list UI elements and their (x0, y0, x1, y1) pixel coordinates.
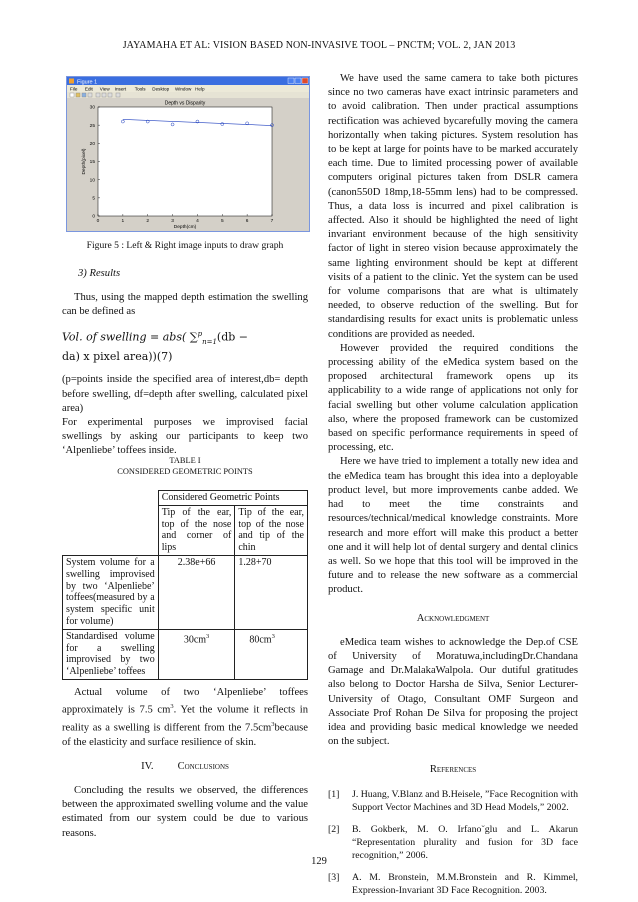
window-title: Figure 1 (77, 79, 98, 86)
column-header-1: Tip of the ear, top of the nose and corner of lips (158, 505, 235, 555)
formula-sub: n=1 (202, 337, 217, 346)
reference-list (328, 788, 578, 897)
row-label-system-volume: System volume for a swelling improvised by two ‘Alpenliebe’ toffees(measured by a system specific unit for volume) (63, 555, 159, 629)
y-tick-label: 20 (89, 142, 95, 148)
group-header-cell: Considered Geometric Points (158, 491, 307, 506)
left-column-lower (62, 686, 308, 841)
row-label-standardised-volume: Standardised volume for a swelling improvised by two ‘Alpenliebe’ toffees (63, 629, 159, 679)
y-tick-label: 5 (92, 196, 95, 202)
table-row (63, 629, 308, 679)
conclusions-heading (62, 760, 308, 774)
cell-value: 2.38e+66 (158, 555, 235, 629)
reference-item (328, 788, 578, 814)
formula-part-1: Vol. of swelling = abs( ∑ (62, 330, 198, 344)
y-tick-label: 10 (89, 178, 95, 184)
actual-volume-sup: 3 (170, 703, 174, 711)
table-row (63, 555, 308, 629)
menu-item-view[interactable]: View (99, 86, 110, 92)
conclusions-number: IV. (141, 760, 154, 772)
results-para-3: For experimental purposes we improvised facial swellings by asking our participants to keep two ‘Alpenliebe’ toffees inside. (62, 417, 308, 457)
close-button[interactable] (302, 78, 308, 84)
figure-svg (66, 76, 310, 232)
x-tick-label: 6 (245, 219, 249, 224)
reference-text: J. Huang, V.Blanz and B.Heisele, ”Face Recognition with Support Vector Machines and 3D Head Models,” 2002. (352, 788, 579, 813)
results-heading: 3) Results (78, 268, 121, 279)
geometric-points-table (62, 490, 308, 680)
reference-text: B. Gokberk, M. O. Irfano˘glu and L. Akarun “Representation plurality and fusion for 3D face recognition,” 2006. (352, 823, 578, 861)
x-tick-label: 4 (196, 219, 199, 224)
axes-box (98, 107, 272, 216)
chart-title: Depth vs Disparity (164, 100, 206, 107)
formula-line-2: da) x pixel area))(7) (62, 350, 173, 364)
y-tick-label: 30 (89, 105, 95, 111)
table-row (63, 491, 308, 506)
swelling-formula (62, 327, 308, 365)
reference-text: A. M. Bronstein, M.M.Bronstein and R. Kimmel, Expression-Invariant 3D Face Recognition. 2003. (352, 871, 578, 896)
y-tick-label: 25 (89, 123, 95, 129)
acknowledgment-text: eMedica team wishes to acknowledge the Dep.of CSE of University of Moratuwa,includingDr.Chandana Gamage and Dr.MalakaWalpola. Our dutiful gratitudes also belong to Doctor Harsha de Silva, Senior Lecturer-University of Otago, Consultant OMF Surgeon and Associate Prof Rohan De Silva for proposing the project idea and providing basic medical knowledge we needed on the subject. (328, 636, 578, 748)
menu-item-insert[interactable]: Insert (114, 86, 127, 92)
x-tick-label: 3 (171, 219, 174, 224)
matlab-figure-icon (69, 79, 74, 84)
discussion-para-1: We have used the same camera to take both pictures since no two cameras have exact intrinsic parameters and to avoid calibration. Then under practical assumptions rectification was achieved bycarefully moving the camera horizontally when taking pictures. System resolution has to be kept at large for points have to be marked accurately each time. Due to limited processing power of available computers original pictures taken from DSLR camera (canon550D 18mp,18-55mm lens) had to be compressed. Thus, a data loss is incurred and pixel calibration is affected. Also it should be highlighted the need of light invariant environment because of the high sensitivity factor of light in stereo vision because approximately the same lighting environment should be kept at different visits of a patient to the clinic. Yet the system can be used for volume comparisons that are what is ultimately needed, to observe reduction of the swelling. But for standardising results for exact units is problematic unless conditions are provided as needed. (328, 73, 578, 340)
reference-number: [3] (328, 871, 340, 883)
column-header-2: Tip of the ear, top of the nose and tip of the chin (235, 505, 308, 555)
reference-item (328, 871, 578, 897)
menu-item-file[interactable]: File (70, 86, 78, 92)
table-label: TABLE I (169, 456, 201, 465)
unit-superscript: 3 (271, 632, 275, 640)
x-tick-label: 5 (220, 219, 224, 224)
right-column (328, 72, 578, 897)
acknowledgment-heading: Acknowledgment (416, 612, 490, 624)
actual-volume-text-2: . Yet the volume it reflects in reality as a swelling is different from the 7.5cm (62, 704, 308, 734)
table-caption: CONSIDERED GEOMETRIC POINTS (117, 467, 253, 476)
reference-number: [2] (328, 823, 340, 835)
actual-volume-text-3: because of the elasticity and surface resilience of skin. (62, 722, 308, 748)
x-tick-label: 1 (121, 219, 125, 224)
window-controls[interactable] (288, 78, 308, 84)
table-row (63, 505, 308, 555)
menu-item-edit[interactable]: Edit (84, 86, 93, 92)
menu-item-tools[interactable]: Tools (134, 86, 146, 92)
table-heading (62, 455, 308, 477)
y-axis-label: Depth(pixel) (82, 148, 87, 175)
menu-item-help[interactable]: Help (195, 86, 205, 92)
page-number: 129 (311, 856, 327, 867)
x-tick-label: 2 (146, 219, 150, 224)
minimize-button[interactable] (288, 78, 294, 84)
y-tick-label: 15 (89, 160, 95, 166)
actual-volume-sup: 3 (271, 720, 275, 728)
running-header: JAYAMAHA ET AL: VISION BASED NON-INVASIVE TOOL – PNCTM; VOL. 2, JAN 2013 (122, 40, 516, 51)
menu-item-desktop[interactable]: Desktop (152, 86, 170, 92)
left-column (62, 267, 308, 459)
x-tick-label: 0 (96, 219, 100, 224)
conclusions-title: Conclusions (177, 760, 229, 772)
cell-value (235, 629, 308, 679)
maximize-button[interactable] (295, 78, 301, 84)
discussion-para-3: Here we have tried to implement a totally new idea and the eMedica team has brought this idea into a deployable product level, but more improvements canbe added. We had to meet the time constraints and resources/technical/medical knowledge constraints. More research and more effort will make this product a better one and it will help lot of dental surgery and dental clinics as well. So we hope that this tool will be improved in the future and to release the new software as a commercial product. (328, 456, 578, 596)
results-para-1: Thus, using the mapped depth estimation the swelling can be defined as (62, 292, 308, 318)
reference-number: [1] (328, 788, 340, 800)
cell-value-text: 30cm (183, 634, 207, 646)
figure-caption: Figure 5 : Left & Right image inputs to draw graph (86, 240, 284, 251)
conclusions-text: Concluding the results we observed, the differences between the approximated swelling volume and the value estimated from our system could be due to various reasons. (62, 785, 308, 839)
window-titlebar (67, 77, 309, 85)
cell-value (158, 629, 235, 679)
x-axis-label: Depth(cm) (173, 225, 197, 230)
formula-part-2: (db − (216, 330, 249, 344)
results-para-2: (p=points inside the specified area of interest,db= depth before swelling, df=depth after swelling, calculated pixel area) (62, 374, 308, 414)
actual-volume-para (62, 686, 308, 750)
references-heading: References (429, 764, 477, 776)
actual-volume-text-1: Actual volume of two ‘Alpenliebe’ toffees approximately is 7.5 cm (62, 687, 308, 716)
cell-value-text: 80cm (249, 634, 272, 646)
menu-bar[interactable] (67, 85, 309, 92)
formula-sup: p (197, 329, 203, 338)
menu-item-window[interactable]: Window (175, 86, 192, 92)
x-tick-label: 7 (270, 219, 274, 224)
cell-value: 1.28+70 (235, 555, 308, 629)
unit-superscript: 3 (206, 632, 210, 640)
y-tick-label: 0 (92, 214, 95, 220)
figure-window (66, 76, 310, 232)
plot-area (81, 101, 274, 231)
discussion-para-2: However provided the required conditions the processing ability of the eMedica system based on the proposed architectural framework opens up its applicability to a wide range of applications not only for facial swelling but other volume calculation application also, where the proposed framework can be customized based on specific performance requirements in speed of processing, etc. (328, 342, 578, 454)
